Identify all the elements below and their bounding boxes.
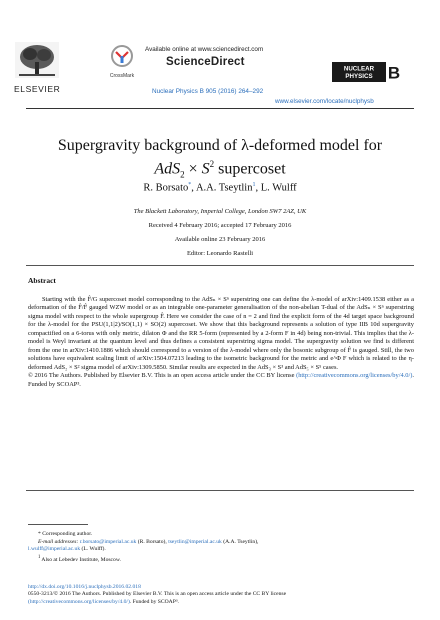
journal-logo-line2: PHYSICS xyxy=(345,73,373,80)
footnote-divider xyxy=(28,524,88,525)
article-title xyxy=(30,136,410,185)
crossmark-label: CrossMark xyxy=(109,73,135,79)
crossmark-badge[interactable] xyxy=(104,44,140,79)
elsevier-tree-icon xyxy=(15,42,59,78)
journal-logo-letter: B xyxy=(387,63,401,82)
email-tseytlin-link[interactable]: tseytlin@imperial.ac.uk xyxy=(168,538,222,545)
corresponding-text: Corresponding author. xyxy=(42,531,93,537)
nuclear-physics-b-logo xyxy=(332,62,402,82)
publisher-name: ELSEVIER xyxy=(14,84,61,94)
available-online: Available online at www.sciencedirect.com xyxy=(145,46,264,53)
author2-mark[interactable]: 1 xyxy=(252,182,256,188)
title-times: × xyxy=(184,160,202,178)
author-tseytlin[interactable]: A.A. Tseytlin xyxy=(195,182,253,194)
journal-reference[interactable]: Nuclear Physics B 905 (2016) 264–292 xyxy=(152,88,264,95)
footnotes xyxy=(28,531,414,564)
fn1-text: Also at Lebedev Institute, Moscow. xyxy=(41,556,121,563)
abstract-bottom-divider xyxy=(26,490,414,491)
email1-name: (R. Borsato), xyxy=(136,538,169,545)
title-ads: AdS xyxy=(154,160,181,178)
header-divider xyxy=(26,108,414,109)
email-label: E-mail addresses: xyxy=(38,538,79,545)
email3-name: (L. Wulff). xyxy=(80,546,106,553)
abstract-body xyxy=(28,296,414,389)
email-wulff-link[interactable]: l.wulff@imperial.ac.uk xyxy=(28,546,81,553)
license-line xyxy=(28,372,414,389)
email2-name: (A.A. Tseytlin), xyxy=(221,538,259,545)
title-s: S xyxy=(201,160,210,178)
editor: Editor: Leonardo Rastelli xyxy=(186,250,254,257)
author-borsato[interactable]: R. Borsato xyxy=(143,182,189,194)
abstract-heading: Abstract xyxy=(28,276,56,285)
title-line-2 xyxy=(30,155,410,185)
license-suffix: . Funded by SCOAP³. xyxy=(28,372,414,388)
license-link[interactable]: (http://creativecommons.org/licenses/by/4.0/) xyxy=(296,372,413,380)
footnote-emails-cont xyxy=(28,546,414,554)
title-ads-sub: 2 xyxy=(180,169,185,180)
sciencedirect-logo: ScienceDirect xyxy=(166,56,245,68)
abstract-paragraph: Starting with the F̂/G supercoset model corresponding to the AdSₙ × Sⁿ superstring one can define the λ-model of arXiv:1409.1538 either as a deformation of the F̂/F̂ gauged WZW model or as an integrable one-parameter generalisation of the non-abelian T-dual of the AdSₙ × Sⁿ superstring sigma model with respect to the whole supergroup F̂. Here we consider the case of n = 2 and find the explicit form of the 4d target space background for the λ-model for the PSU(1,1|2)/SO(1,1) × SO(2) supercoset. We show that this background represents a solution of type IIB 10d supergravity compactified on a 6-torus with only metric, dilaton Φ and the RR 5-form (represented by a 2-form F in 4d) being non-trivial. This implies that the λ-model is Weyl invariant at the quantum level and thus defines a consistent superstring sigma model. The supergravity solution we find is different from the one in arXiv:1410.1886 which should correspond to a version of the λ-model where only the bosonic subgroup of F̂ is gauged. Still, the two solutions have equivalent scaling limit of arXiv:1504.07213 leading to the isometric background for the metric and e^Φ F which is related to the η-deformed AdS₂ × S² sigma model of arXiv:1309.5850. Similar results are expected in the AdS₃ × S³ and AdS₅ × S⁵ cases. xyxy=(28,296,414,371)
title-supercoset: supercoset xyxy=(214,160,286,178)
footer-license-link[interactable]: (http://creativecommons.org/licenses/by/4.0/) xyxy=(28,598,130,605)
footnote-1 xyxy=(28,554,414,564)
crossmark-icon xyxy=(110,44,134,68)
footnote-corresponding: * Corresponding author. xyxy=(38,531,93,537)
license-prefix: © 2016 The Authors. Published by Elsevier B.V. This is an open access article under the CC BY license xyxy=(28,372,295,380)
fn1-mark: 1 xyxy=(38,554,41,560)
affiliation: The Blackett Laboratory, Imperial College, London SW7 2AZ, UK xyxy=(133,208,307,215)
journal-logo-line1: NUCLEAR xyxy=(343,65,375,73)
email-borsato-link[interactable]: r.borsato@imperial.ac.uk xyxy=(79,538,137,545)
available-online-date: Available online 23 February 2016 xyxy=(174,236,266,243)
footer-license xyxy=(28,599,414,606)
article-footer xyxy=(28,584,414,606)
journal-homepage-link[interactable]: www.elsevier.com/locate/nuclphysb xyxy=(275,98,374,105)
footer-license-suffix: . Funded by SCOAP³. xyxy=(129,598,179,605)
doi-link[interactable]: http://dx.doi.org/10.1016/j.nuclphysb.2016.02.018 xyxy=(28,584,141,590)
abstract-top-divider xyxy=(26,265,414,266)
author-list: R. Borsato*, A.A. Tseytlin$^1$, L. Wulff xyxy=(143,182,297,194)
title-line-1: Supergravity background of λ-deformed model for xyxy=(57,137,383,154)
received-dates: Received 4 February 2016; accepted 17 February 2016 xyxy=(148,222,292,229)
author1-mark[interactable]: * xyxy=(188,182,192,188)
title-s-sup: 2 xyxy=(209,159,215,169)
elsevier-logo xyxy=(14,42,60,94)
author-wulff[interactable]: L. Wulff xyxy=(260,182,297,194)
issn-line: 0550-3213/© 2016 The Authors. Published by Elsevier B.V. This is an open access article under the CC BY license xyxy=(28,591,287,598)
